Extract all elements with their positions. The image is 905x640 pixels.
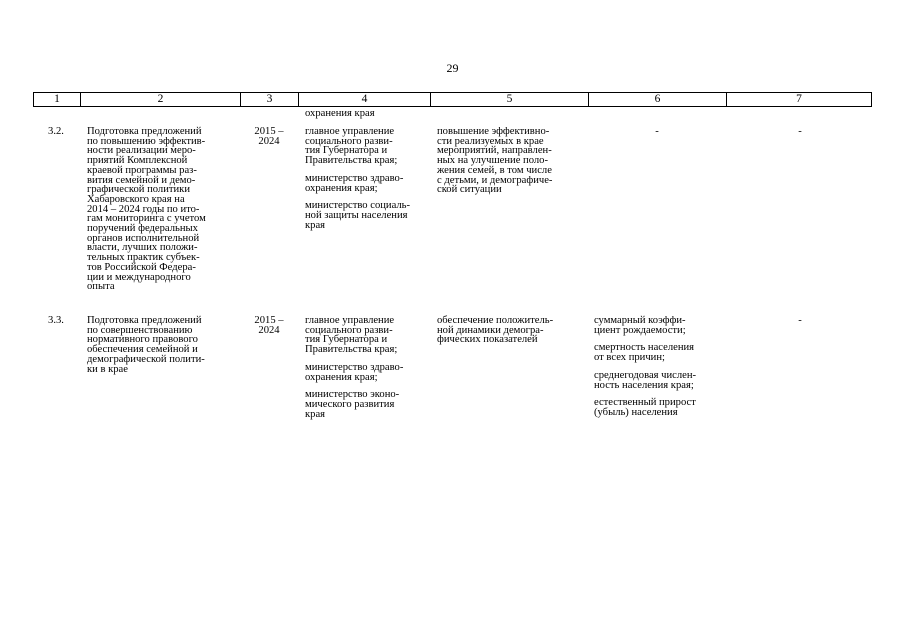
row-number: 3.3. — [48, 315, 64, 326]
col7-cell: - — [798, 315, 802, 326]
measure-title: Подготовка предложений по совершенствованию нормативного правового обеспечения семейной и демографической полити- ки в крае — [87, 315, 205, 375]
page-number: 29 — [446, 61, 459, 75]
header-cell-5: 5 — [430, 92, 589, 107]
header-cell-2: 2 — [80, 92, 241, 107]
header-cell-7: 7 — [726, 92, 872, 107]
period: 2015 – 2024 — [254, 126, 284, 147]
header-cell-3: 3 — [240, 92, 299, 107]
executors: главное управление социального разви- тия Губернатора и Правительства края; министерство здраво- охранения края; министерство социаль- ной защиты населения края — [305, 126, 411, 231]
row-number: 3.2. — [48, 126, 64, 137]
expected-result: обеспечение положитель- ной динамики демогра- фических показателей — [437, 315, 554, 346]
header-cell-1: 1 — [33, 92, 81, 107]
col7-cell: - — [798, 126, 802, 137]
measure-title: Подготовка предложений по повышению эффектив- ности реализации меро- приятий Комплексной краевой программы раз- вития семейной и демо- графической политики Хабаровского края на 2014 – 2024 годы по ито- гам мониторинга с учетом поручений федеральных органов исполнительной власти, лучших положи- тельных практик субъек- тов Российской Федера- ции и международного опыта — [87, 126, 206, 293]
header-cell-4: 4 — [298, 92, 431, 107]
carryover-text: охранения края — [305, 108, 375, 119]
executors: главное управление социального разви- тия Губернатора и Правительства края; министерство здраво- охранения края; министерство эконо- мического развития края — [305, 315, 404, 420]
expected-result: повышение эффективно- сти реализуемых в крае мероприятий, направлен- ных на улучшение поло- жения семей, в том числе с детьми, и демографиче- ской ситуации — [437, 126, 553, 196]
period: 2015 – 2024 — [254, 315, 284, 336]
indicators: суммарный коэффи- циент рождаемости; смертность населения от всех причин; среднегодовая числен- ность населения края; естественный прирост (убыль) населения — [594, 315, 697, 418]
header-cell-6: 6 — [588, 92, 727, 107]
indicator-cell: - — [655, 126, 659, 137]
